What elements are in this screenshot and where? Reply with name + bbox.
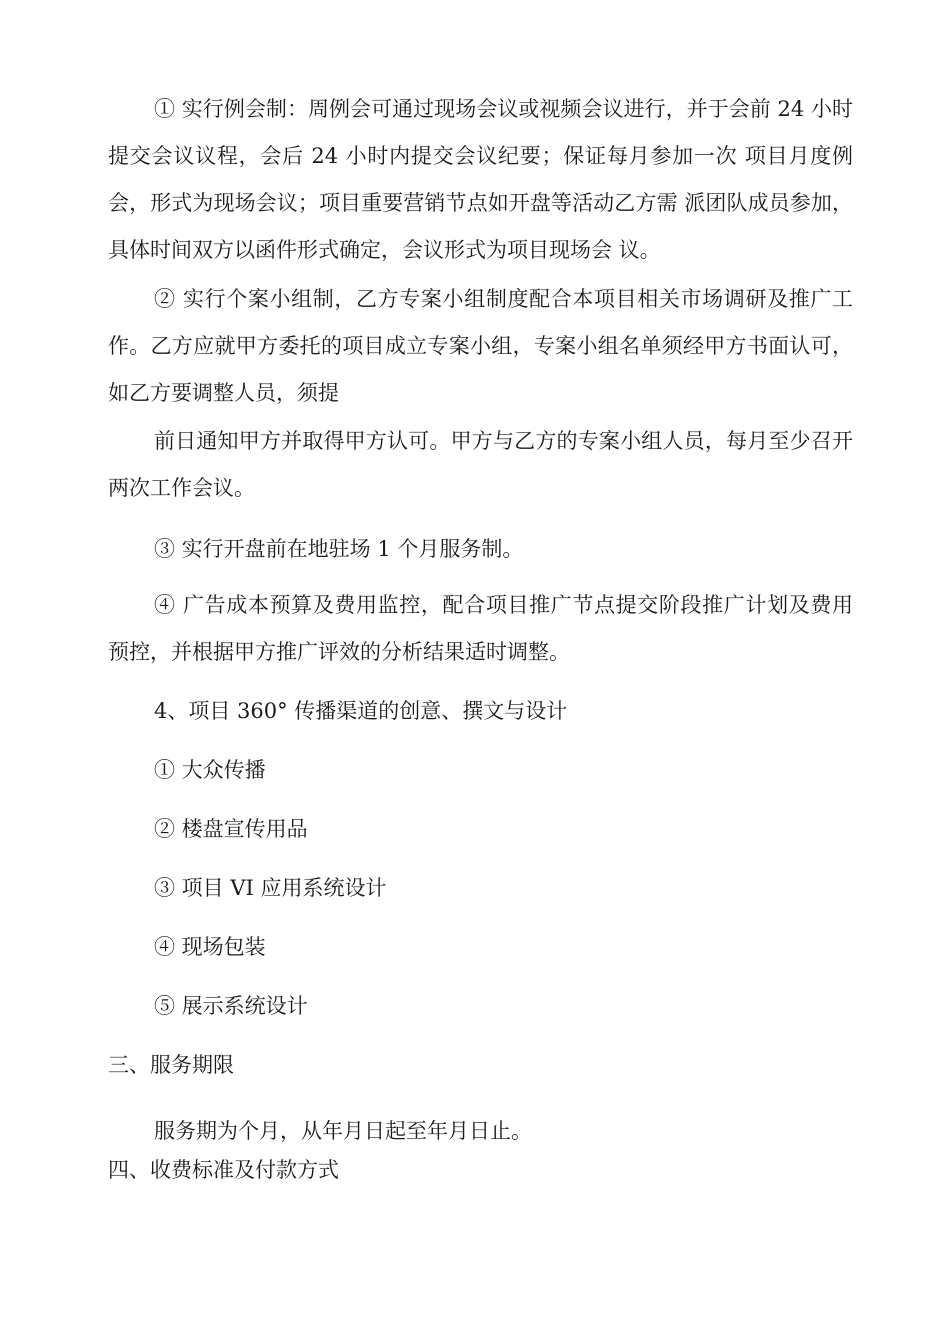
section-4-title: 4、项目 360° 传播渠道的创意、撰文与设计 <box>154 699 568 723</box>
paragraph-meeting-system: ① 实行例会制：周例会可通过现场会议或视频会议进行，并于会前 24 小时提交会议议程，会后 24 小时内提交会议纪要；保证每月参加一次 项目月度例会，形式为现场会议；项目重要营销节点如开盘等活动乙方需 派团队成员参加，具体时间双方以函件形式确定，会议形式为项目现场会 议。 <box>108 97 853 262</box>
list-item: ① 大众传播 <box>154 758 266 782</box>
list-item: ⑤ 展示系统设计 <box>154 994 308 1018</box>
heading-fees-payment: 四、收费标准及付款方式 <box>108 1158 339 1182</box>
list-item: ④ 现场包装 <box>154 935 266 959</box>
paragraph-team-meetings: 前日通知甲方并取得甲方认可。甲方与乙方的专案小组人员，每月至少召开两次工作会议。 <box>108 429 853 500</box>
heading-service-period: 三、服务期限 <box>108 1053 234 1077</box>
list-item: ③ 项目 VI 应用系统设计 <box>154 876 387 900</box>
paragraph-onsite-service: ③ 实行开盘前在地驻场 1 个月服务制。 <box>154 537 524 561</box>
paragraph-budget-control: ④ 广告成本预算及费用监控，配合项目推广节点提交阶段推广计划及费用预控，并根据甲方推广评效的分析结果适时调整。 <box>108 593 853 664</box>
paragraph-project-team: ② 实行个案小组制，乙方专案小组制度配合本项目相关市场调研及推广工作。乙方应就甲方委托的项目成立专案小组，专案小组名单须经甲方书面认可，如乙方要调整人员，须提 <box>108 287 853 405</box>
paragraph-service-period: 服务期为个月，从年月日起至年月日止。 <box>154 1119 532 1143</box>
list-item: ② 楼盘宣传用品 <box>154 817 308 841</box>
